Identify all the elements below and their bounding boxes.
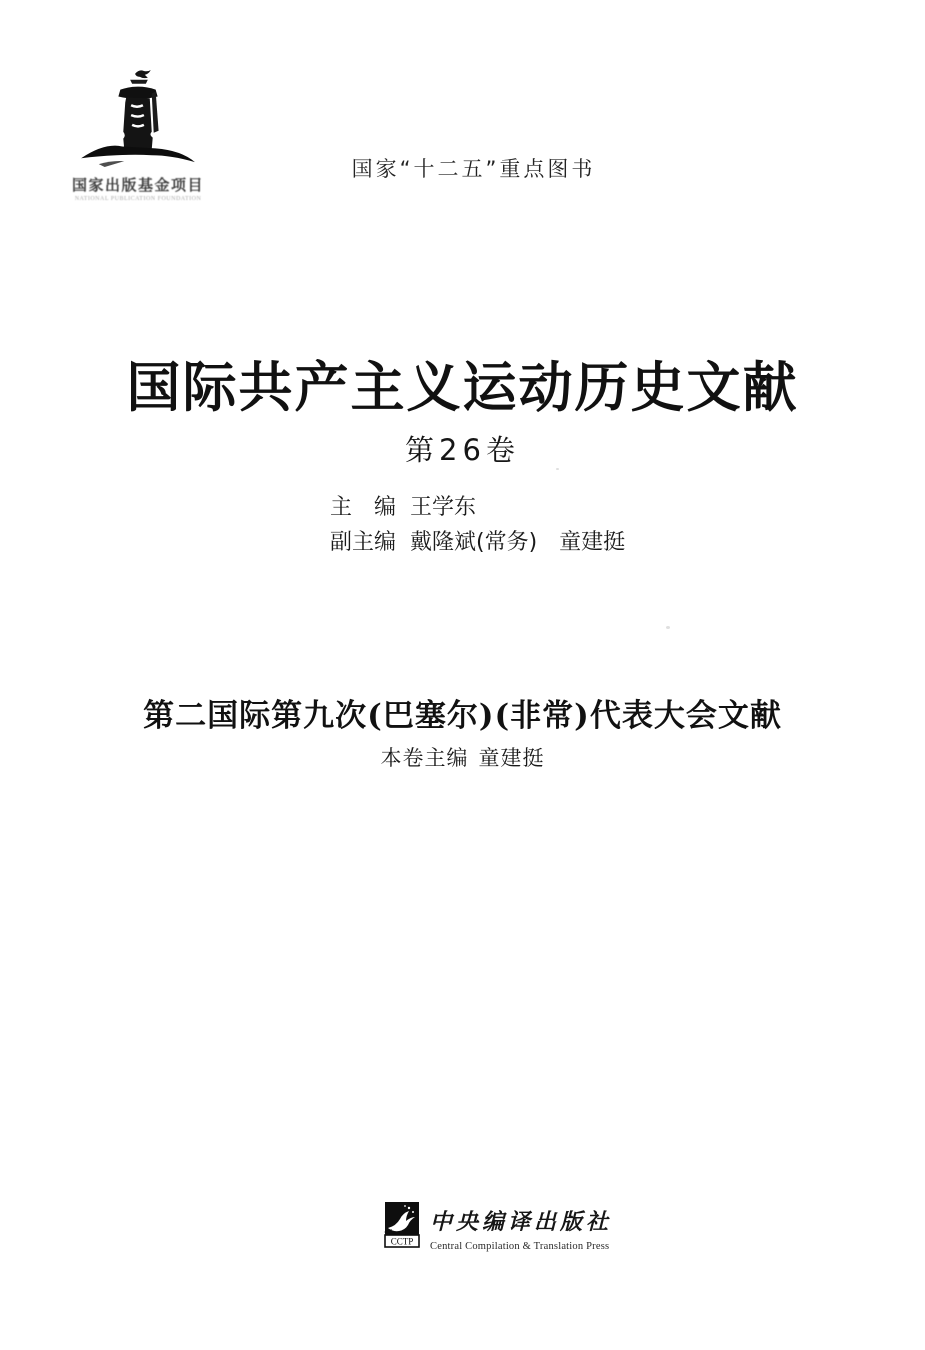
deputy-editor-names: 戴隆斌(常务) 童建挺 bbox=[410, 530, 626, 555]
editors-block bbox=[330, 490, 625, 560]
publisher-name-cn: 中央编译出版社 bbox=[430, 1209, 613, 1235]
scan-speck bbox=[666, 626, 670, 629]
book-title: 国际共产主义运动历史文献 bbox=[126, 355, 799, 419]
chief-editor-name: 王学东 bbox=[410, 495, 477, 520]
volume-editor-line bbox=[0, 742, 925, 772]
volume-subtitle: 第二国际第九次(巴塞尔)(非常)代表大会文献 bbox=[143, 698, 782, 734]
foundation-sublabel: NATIONAL PUBLICATION FOUNDATION bbox=[74, 196, 202, 202]
scan-speck bbox=[556, 468, 559, 470]
cctp-publisher-icon bbox=[384, 1202, 420, 1248]
publisher-names bbox=[430, 1202, 612, 1252]
cctp-logo-text: CCTP bbox=[390, 1236, 414, 1247]
volume-editor-label: 本卷主编 bbox=[380, 746, 469, 770]
publisher-block bbox=[384, 1202, 612, 1252]
deputy-editor-label: 副主编 bbox=[330, 530, 397, 555]
volume-number: 第26卷 bbox=[405, 433, 520, 467]
deputy-editor-line bbox=[330, 525, 625, 560]
chief-editor-line bbox=[330, 490, 625, 525]
publisher-name-en: Central Compilation & Translation Press bbox=[430, 1241, 610, 1252]
chief-editor-label: 主 编 bbox=[330, 495, 397, 520]
series-badge: 国家“十二五”重点图书 bbox=[351, 157, 596, 181]
volume-editor-name: 童建挺 bbox=[478, 746, 545, 770]
foundation-label: 国家出版基金项目 bbox=[71, 178, 204, 194]
